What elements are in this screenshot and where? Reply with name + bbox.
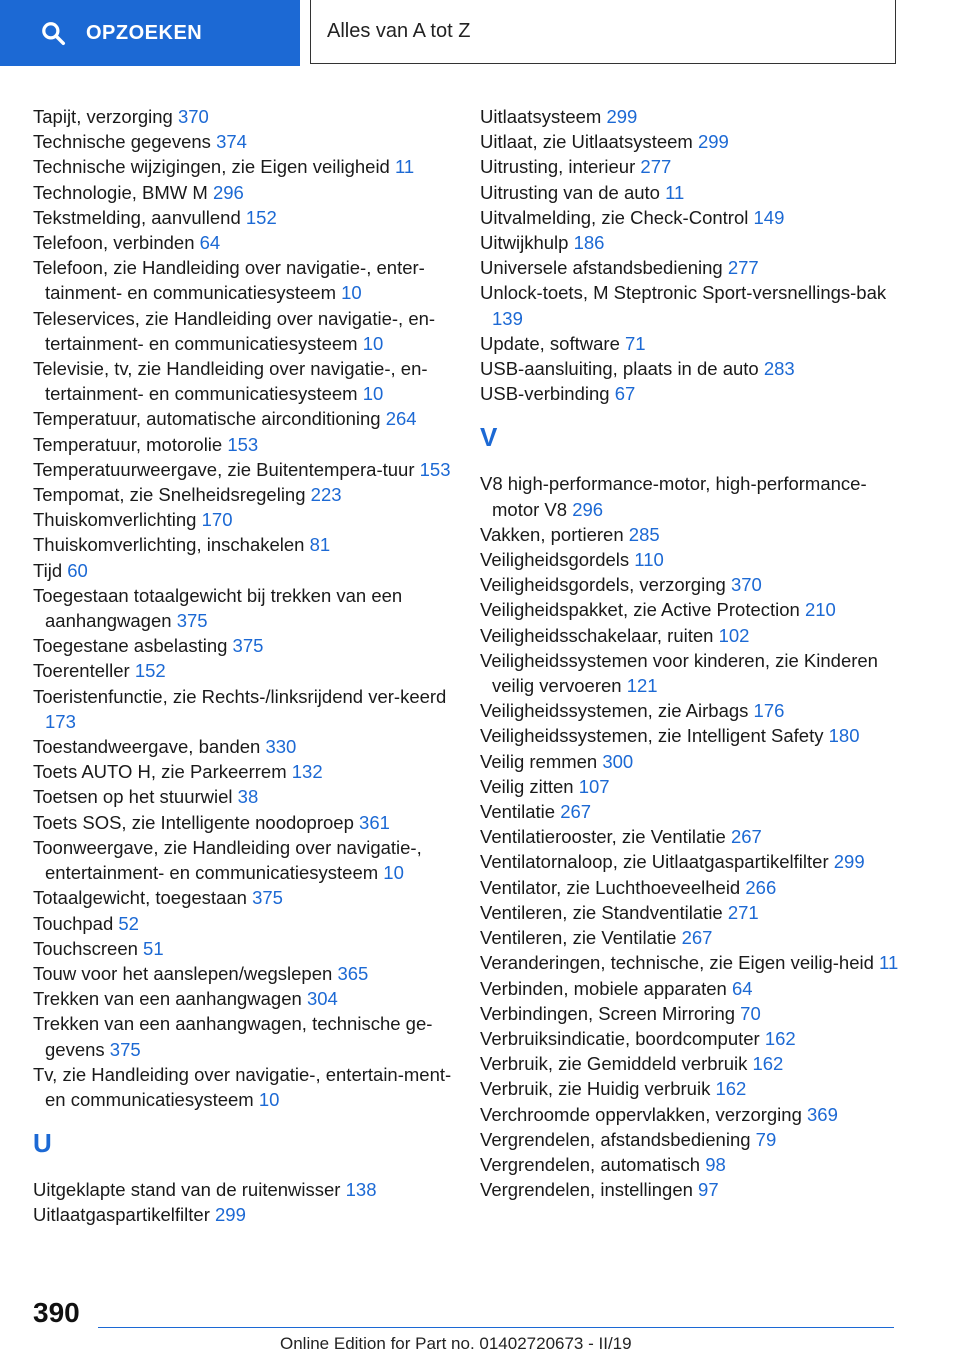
index-entry-text: Toeristenfunctie, zie Rechts-/linksrijdend ver-keerd — [33, 685, 447, 707]
page-link[interactable]: 375 — [176, 610, 208, 632]
page-link[interactable]: 64 — [199, 232, 221, 254]
index-entry-text: Veilig remmen — [480, 750, 598, 772]
page-link[interactable]: 375 — [232, 635, 264, 657]
page-link[interactable]: 10 — [362, 332, 384, 354]
index-entry — [33, 532, 453, 557]
page-link[interactable]: 79 — [755, 1128, 777, 1150]
page-link[interactable]: 52 — [118, 912, 139, 934]
index-entry — [480, 925, 900, 950]
page-link[interactable]: 300 — [602, 750, 634, 772]
index-entry-text: Verbruik, zie Gemiddeld verbruik — [480, 1053, 748, 1075]
index-entry-text: Verbruik, zie Huidig verbruik — [480, 1078, 711, 1100]
index-entry — [480, 799, 900, 824]
index-entry-text: Toetsen op het stuurwiel — [33, 786, 233, 808]
index-entry-text: Veiligheidsgordels, verzorging — [480, 574, 726, 596]
page-link[interactable]: 267 — [730, 826, 762, 848]
index-entry — [480, 356, 900, 381]
index-entry — [480, 129, 900, 154]
page-link[interactable]: 11 — [395, 156, 415, 178]
page-link[interactable]: 10 — [362, 383, 384, 405]
index-entry — [33, 306, 453, 356]
page-link[interactable]: 107 — [578, 775, 610, 797]
page-link[interactable]: 370 — [177, 106, 209, 127]
page-link[interactable]: 267 — [681, 927, 713, 949]
index-entry-text: Temperatuur, automatische airconditioning — [33, 408, 381, 430]
page-link[interactable]: 152 — [245, 206, 277, 228]
search-button[interactable] — [0, 0, 300, 66]
page-link[interactable]: 11 — [665, 181, 685, 203]
page-link[interactable]: 152 — [134, 660, 166, 682]
page-header — [0, 0, 960, 66]
index-entry-text: Tempomat, zie Snelheidsregeling — [33, 484, 306, 506]
page-link[interactable]: 97 — [698, 1179, 719, 1201]
page-link[interactable]: 170 — [201, 509, 233, 531]
section-letter: V — [480, 422, 498, 453]
page-link[interactable]: 162 — [715, 1078, 747, 1100]
page-link[interactable]: 98 — [705, 1153, 726, 1175]
index-entry-text: Toestandweergave, banden — [33, 736, 261, 758]
index-entry — [480, 1026, 900, 1051]
search-label: OPZOEKEN — [86, 21, 203, 44]
index-entry-text: Telefoon, zie Handleiding over navigatie-, enter-tainment- en communicatiesysteem — [33, 257, 425, 304]
page-link[interactable]: 299 — [833, 851, 865, 873]
footer-divider — [98, 1327, 894, 1328]
index-entry — [480, 471, 900, 521]
index-entry-text: Uitlaatsysteem — [480, 106, 602, 127]
index-entry-text: Touchpad — [33, 912, 114, 934]
index-entry — [33, 457, 453, 482]
page-link[interactable]: 153 — [227, 433, 259, 455]
page-link[interactable]: 267 — [560, 801, 592, 823]
index-entry — [33, 255, 453, 305]
index-entry-text: Uitrusting van de auto — [480, 181, 660, 203]
page-link[interactable]: 299 — [697, 131, 729, 153]
index-entry-text: Technische gegevens — [33, 131, 211, 153]
index-entry-text: Tekstmelding, aanvullend — [33, 206, 241, 228]
index-entry — [33, 154, 453, 179]
index-entry-text: Verbinden, mobiele apparaten — [480, 977, 727, 999]
index-entry-text: Tapijt, verzorging — [33, 106, 173, 127]
index-entry — [480, 230, 900, 255]
index-entry — [33, 356, 453, 406]
index-entry — [33, 911, 453, 936]
index-entry — [33, 507, 453, 532]
index-entry — [33, 961, 453, 986]
index-entry — [480, 180, 900, 205]
index-entry — [33, 180, 453, 205]
index-entry-text: Verbindingen, Screen Mirroring — [480, 1002, 736, 1024]
index-entry-text: Touw voor het aanslepen/wegslepen — [33, 962, 333, 984]
page-link[interactable]: 10 — [258, 1088, 280, 1110]
page-link[interactable]: 81 — [309, 534, 331, 556]
page-link[interactable]: 121 — [626, 675, 658, 697]
index-entry — [33, 936, 453, 961]
index-entry — [33, 1202, 453, 1227]
page-link[interactable]: 11 — [879, 952, 899, 974]
index-entry-text: Ventilatornaloop, zie Uitlaatgaspartikelfilter — [480, 851, 829, 873]
page-link[interactable]: 60 — [67, 559, 88, 581]
index-entry-text: Uitgeklapte stand van de ruitenwisser — [33, 1179, 341, 1201]
index-entry — [33, 558, 453, 583]
index-entry-text: Uitlaat, zie Uitlaatsysteem — [480, 131, 693, 153]
page-link[interactable]: 271 — [727, 901, 759, 923]
page-link[interactable]: 375 — [109, 1038, 141, 1060]
index-entry-text: Uitrusting, interieur — [480, 156, 636, 178]
index-entry — [480, 648, 900, 698]
index-entry-text: USB-aansluiting, plaats in de auto — [480, 358, 759, 380]
page-link[interactable]: 304 — [306, 988, 338, 1010]
index-entry — [480, 1152, 900, 1177]
index-entry-text: Vergrendelen, automatisch — [480, 1153, 701, 1175]
index-entry — [33, 205, 453, 230]
page-number: 390 — [33, 1297, 80, 1328]
index-entry — [480, 331, 900, 356]
page-link[interactable]: 375 — [252, 887, 283, 909]
index-entry — [33, 986, 453, 1011]
index-entry — [33, 835, 453, 885]
page-link[interactable]: 374 — [216, 131, 247, 153]
page-link[interactable]: 369 — [807, 1103, 838, 1125]
index-entry-text: Thuiskomverlichting — [33, 509, 197, 531]
index-entry-text: Veiligheidsschakelaar, ruiten — [480, 624, 714, 646]
page-link[interactable]: 285 — [628, 523, 660, 545]
index-entry-text: Tijd — [33, 559, 63, 581]
index-entry — [480, 1177, 900, 1202]
search-icon — [40, 20, 66, 46]
index-entry — [33, 885, 453, 910]
index-entry-text: Ventilatie — [480, 801, 556, 823]
page-link[interactable]: 370 — [730, 574, 762, 596]
page-link[interactable]: 299 — [606, 106, 638, 127]
index-entry-text: Temperatuur, motorolie — [33, 433, 223, 455]
index-entry — [480, 1127, 900, 1152]
index-entry-text: Toegestane asbelasting — [33, 635, 228, 657]
page-link[interactable]: 210 — [804, 599, 836, 621]
page-link[interactable]: 70 — [740, 1002, 761, 1024]
index-entry-text: Veiligheidssystemen, zie Airbags — [480, 700, 749, 722]
index-entry-text: Vakken, portieren — [480, 523, 624, 545]
page-link[interactable]: 264 — [385, 408, 417, 430]
index-entry — [480, 749, 900, 774]
index-entry-text: Technologie, BMW M — [33, 181, 208, 203]
index-entry — [33, 406, 453, 431]
page-link[interactable]: 277 — [640, 156, 672, 178]
page-link[interactable]: 277 — [727, 257, 759, 279]
index-entry — [480, 522, 900, 547]
index-entry-text: Ventileren, zie Ventilatie — [480, 927, 677, 949]
index-entry-text: Universele afstandsbediening — [480, 257, 723, 279]
page-link[interactable]: 10 — [383, 862, 404, 884]
page-link[interactable]: 296 — [572, 498, 604, 520]
index-entry — [480, 1102, 900, 1127]
index-entry — [480, 572, 900, 597]
index-entry — [480, 205, 900, 230]
index-entry-text: Thuiskomverlichting, inschakelen — [33, 534, 305, 556]
page-link[interactable]: 296 — [212, 181, 244, 203]
index-entry-text: Totaalgewicht, toegestaan — [33, 887, 247, 909]
page-link[interactable]: 162 — [752, 1053, 784, 1075]
index-entry — [480, 698, 900, 723]
index-entry-text: Toerenteller — [33, 660, 130, 682]
page-link[interactable]: 64 — [732, 977, 753, 999]
index-entry-text: Toegestaan totaalgewicht bij trekken van een aanhangwagen — [33, 584, 403, 632]
index-entry — [480, 824, 900, 849]
index-entry-text: Toonweergave, zie Handleiding over navigatie-, entertainment- en communicatiesysteem — [33, 836, 422, 884]
page-link[interactable]: 162 — [764, 1027, 796, 1049]
index-entry-text: Update, software — [480, 332, 620, 354]
index-entry — [33, 684, 453, 734]
index-entry-text: Toets SOS, zie Intelligente noodoproep — [33, 811, 354, 833]
footer-edition: Online Edition for Part no. 01402720673 - II/19 — [280, 1334, 632, 1353]
page-link[interactable]: 173 — [45, 710, 76, 732]
page-link[interactable]: 330 — [265, 736, 297, 758]
page-link[interactable]: 38 — [237, 786, 259, 808]
page-link[interactable]: 283 — [763, 358, 795, 380]
index-entry — [33, 1062, 453, 1112]
index-entry — [33, 633, 453, 658]
index-entry-text: Veilig zitten — [480, 775, 574, 797]
page-link[interactable]: 365 — [337, 962, 369, 984]
index-entry — [33, 230, 453, 255]
index-entry-text: Touchscreen — [33, 937, 138, 959]
section-title: Alles van A tot Z — [310, 0, 896, 64]
index-column-left — [33, 104, 453, 1228]
index-entry — [480, 597, 900, 622]
page-link[interactable]: 110 — [634, 549, 664, 571]
index-entry-text: Vergrendelen, afstandsbediening — [480, 1128, 751, 1150]
index-entry-text: Uitwijkhulp — [480, 232, 569, 254]
page-link[interactable]: 138 — [345, 1179, 377, 1201]
index-entry — [33, 482, 453, 507]
index-entry — [33, 810, 453, 835]
index-entry — [480, 1051, 900, 1076]
page-link[interactable]: 139 — [492, 307, 523, 329]
index-entry-text: V8 high-performance-motor, high-performance-motor V8 — [480, 473, 867, 520]
index-entry — [480, 774, 900, 799]
index-entry — [480, 1001, 900, 1026]
index-entry — [33, 658, 453, 683]
page-link[interactable]: 102 — [718, 624, 750, 646]
page-link[interactable]: 223 — [310, 484, 342, 506]
page-link[interactable]: 153 — [419, 458, 451, 480]
index-entry-text: Verbruiksindicatie, boordcomputer — [480, 1027, 760, 1049]
page-link[interactable]: 71 — [625, 332, 646, 354]
section-letter: U — [33, 1128, 52, 1159]
index-entry-text: Ventileren, zie Standventilatie — [480, 901, 723, 923]
page-link[interactable]: 149 — [753, 206, 785, 228]
index-entry-text: USB-verbinding — [480, 383, 610, 405]
index-entry — [480, 976, 900, 1001]
page-link[interactable]: 176 — [753, 700, 785, 722]
index-entry — [480, 280, 900, 330]
index-entry — [480, 381, 900, 406]
page-link[interactable]: 51 — [143, 937, 164, 959]
index-entry-text: Uitlaatgaspartikelfilter — [33, 1204, 210, 1226]
index-entry-text: Ventilator, zie Luchthoeveelheid — [480, 876, 741, 898]
index-entry — [480, 849, 900, 874]
page-link[interactable]: 361 — [359, 811, 390, 833]
index-entry-text: Veiligheidssystemen voor kinderen, zie Kinderen veilig vervoeren — [480, 649, 878, 697]
index-entry-text: Uitvalmelding, zie Check-Control — [480, 206, 749, 228]
index-entry — [480, 104, 900, 129]
index-entry — [33, 104, 453, 129]
index-entry — [480, 950, 900, 975]
index-entry-text: Unlock-toets, M Steptronic Sport-versnellings-bak — [480, 282, 887, 304]
index-entry-text: Toets AUTO H, zie Parkeerrem — [33, 761, 287, 783]
index-entry — [33, 759, 453, 784]
page-link[interactable]: 132 — [291, 761, 323, 783]
page-link[interactable]: 67 — [614, 383, 636, 405]
index-entry — [33, 784, 453, 809]
page-link[interactable]: 10 — [341, 282, 362, 304]
index-entry — [33, 1011, 453, 1061]
index-entry-text: Trekken van een aanhangwagen, technische ge-gevens — [33, 1013, 433, 1060]
index-column-right — [480, 104, 900, 1202]
index-entry-text: Temperatuurweergave, zie Buitentempera-tuur — [33, 458, 415, 480]
index-entry — [480, 154, 900, 179]
index-entry — [33, 583, 453, 633]
index-entry — [480, 900, 900, 925]
index-entry-text: Veiligheidspakket, zie Active Protection — [480, 599, 800, 621]
index-entry — [33, 734, 453, 759]
page-link[interactable]: 266 — [745, 876, 777, 898]
index-entry — [33, 1177, 453, 1202]
index-entry — [480, 547, 900, 572]
index-entry-text: Veiligheidsgordels — [480, 549, 630, 571]
index-entry — [33, 129, 453, 154]
index-entry-text: Veiligheidssystemen, zie Intelligent Safety — [480, 725, 824, 747]
index-entry-text: Ventilatierooster, zie Ventilatie — [480, 826, 726, 848]
index-entry-text: Trekken van een aanhangwagen — [33, 988, 302, 1010]
index-entry-text: Vergrendelen, instellingen — [480, 1179, 693, 1201]
index-entry — [480, 255, 900, 280]
index-entry-text: Televisie, tv, zie Handleiding over navigatie-, en-tertainment- en communicatiesysteem — [33, 358, 428, 405]
index-entry-text: Verchroomde oppervlakken, verzorging — [480, 1103, 802, 1125]
index-entry — [33, 432, 453, 457]
index-entry — [480, 723, 900, 748]
index-entry-text: Technische wijzigingen, zie Eigen veiligheid — [33, 156, 390, 178]
index-entry-text: Teleservices, zie Handleiding over navigatie-, en-tertainment- en communicatiesysteem — [33, 307, 436, 354]
index-entry — [480, 875, 900, 900]
index-entry — [480, 623, 900, 648]
index-entry — [480, 1076, 900, 1101]
page-link[interactable]: 180 — [828, 725, 860, 747]
index-entry-text: Telefoon, verbinden — [33, 232, 195, 254]
index-entry-text: Veranderingen, technische, zie Eigen veilig-heid — [480, 952, 874, 974]
page-link[interactable]: 299 — [215, 1204, 246, 1226]
index-entry-text: Tv, zie Handleiding over navigatie-, entertain-ment- en communicatiesysteem — [33, 1063, 452, 1110]
page-link[interactable]: 186 — [573, 232, 605, 254]
